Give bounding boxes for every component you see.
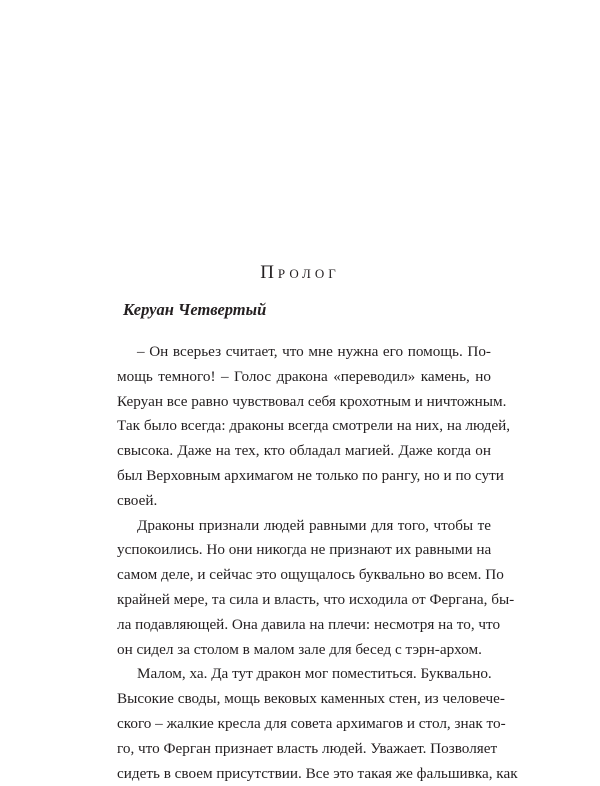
text-line: Драконы признали людей равными для того, чтобы те <box>137 516 491 534</box>
text-line: ла подавляющей. Она давила на плечи: несмотря на то, что <box>117 615 501 633</box>
text-line: Малом, ха. Да тут дракон мог поместиться. Буквально. <box>137 665 492 683</box>
chapter-title: Пролог <box>260 262 340 283</box>
text-line: свысока. Даже на тех, кто обладал магией. Даже когда он <box>117 442 491 460</box>
text-line: самом деле, и сейчас это ощущалось буквально во всем. По <box>117 566 504 584</box>
text-line: успокоились. Но они никогда не признают их равными на <box>117 541 492 559</box>
text-line: го, что Ферган признает власть людей. Уважает. Позволяет <box>117 739 498 757</box>
pov-heading: Керуан Четвертый <box>123 300 267 319</box>
text-line: Керуан все равно чувствовал себя крохотным и ничтожным. <box>117 392 507 410</box>
text-line: мощь темного! – Голос дракона «переводил» камень, но <box>117 367 491 385</box>
text-line: был Верховным архимагом не только по рангу, но и по сути <box>117 466 504 484</box>
text-line: ского – жалкие кресла для совета архимагов и стол, знак то- <box>117 714 506 732</box>
text-line: Так было всегда: драконы всегда смотрели на них, на людей, <box>117 417 511 435</box>
text-line: своей. <box>117 491 158 509</box>
text-line: – Он всерьез считает, что мне нужна его помощь. По- <box>137 343 491 360</box>
paragraph <box>117 514 515 663</box>
text-line: крайней мере, та сила и власть, что исходила от Фергана, бы- <box>117 590 515 608</box>
text-line: Высокие своды, мощь вековых каменных стен, из человече- <box>117 690 505 708</box>
body-text <box>117 340 518 786</box>
text-line: сидеть в своем присутствии. Все это такая же фальшивка, как <box>117 764 518 782</box>
paragraph <box>117 340 511 514</box>
text-line: он сидел за столом в малом зале для бесед с тэрн-архом. <box>117 640 482 658</box>
paragraph <box>117 662 518 786</box>
